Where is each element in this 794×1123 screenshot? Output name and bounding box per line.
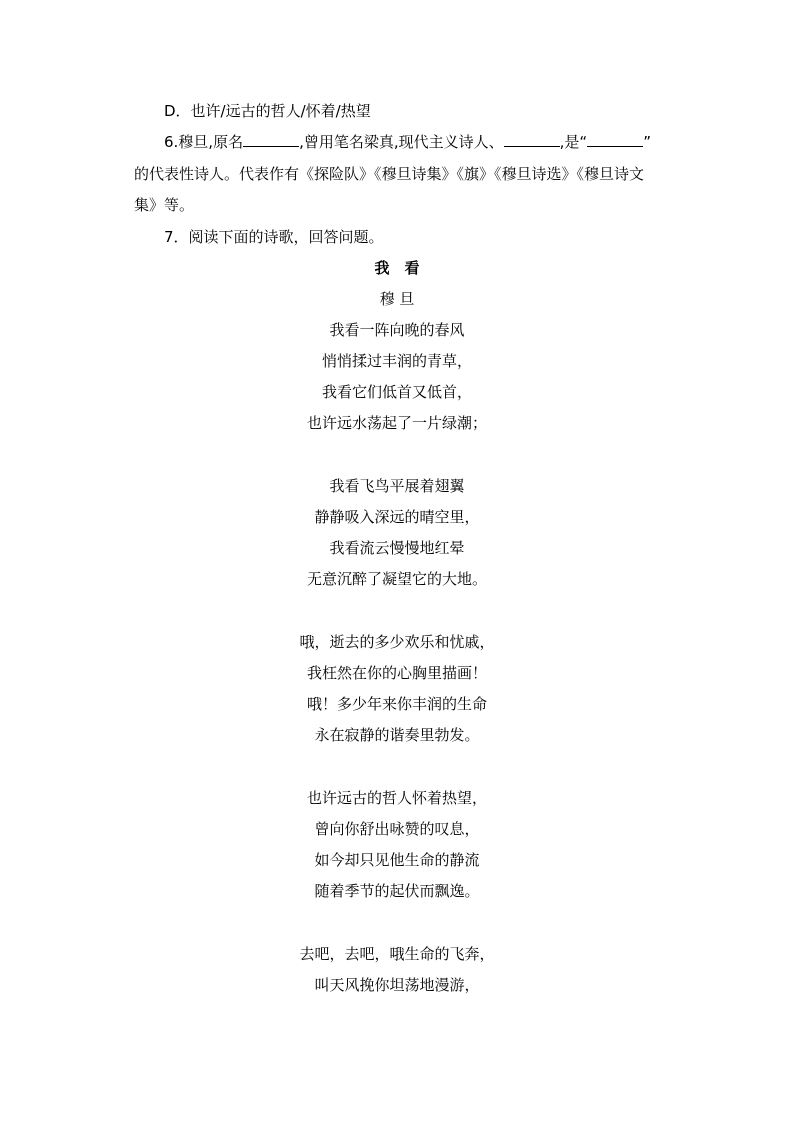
answer-blank-2[interactable]	[504, 132, 560, 147]
poem-line: 去吧，去吧，哦生命的飞奔，	[299, 945, 495, 963]
question-6-line-1	[164, 132, 651, 152]
poem-author: 穆 旦	[379, 290, 415, 308]
question-7: 7．阅读下面的诗歌，回答问题。	[164, 228, 384, 246]
poem-line: 我看流云慢慢地红晕	[329, 539, 465, 557]
poem-line: 哦，逝去的多少欢乐和忧戚，	[299, 633, 495, 651]
poem-line: 永在寂静的谐奏里勃发。	[314, 726, 480, 744]
q6-text-2: ,曾用笔名梁真,现代主义诗人、	[299, 133, 504, 151]
option-d: D．也许/远古的哲人/怀着/热望	[164, 102, 371, 120]
poem-line: 我看一阵向晚的春风	[329, 321, 465, 339]
poem-line: 我枉然在你的心胸里描画！	[306, 664, 487, 682]
question-6-line-2: 的代表性诗人。代表作有《探险队》《穆旦诗集》《旗》《穆旦诗选》《穆旦诗文	[134, 165, 645, 183]
q6-text-4: ”	[643, 133, 651, 151]
poem-line: 也许远水荡起了一片绿潮；	[306, 414, 487, 432]
poem-line: 悄悄揉过丰润的青草，	[321, 352, 472, 370]
poem-line: 哦！多少年来你丰润的生命	[306, 695, 487, 713]
poem-line: 随着季节的起伏而飘逸。	[314, 882, 480, 900]
poem-line: 如今却只见他生命的静流	[314, 851, 480, 869]
poem-line: 我看飞鸟平展着翅翼	[329, 477, 465, 495]
poem-line: 曾向你舒出咏赞的叹息，	[314, 820, 480, 838]
poem-line: 无意沉醉了凝望它的大地。	[306, 570, 487, 588]
poem-line: 也许远古的哲人怀着热望，	[306, 789, 487, 807]
poem-line: 我看它们低首又低首，	[321, 383, 472, 401]
q6-text-3: ,是“	[559, 133, 588, 151]
poem-title: 我 看	[374, 259, 420, 277]
answer-blank-1[interactable]	[243, 132, 299, 147]
answer-blank-3[interactable]	[587, 132, 643, 147]
poem-line: 静静吸入深远的晴空里，	[314, 508, 480, 526]
question-6-line-3: 集》等。	[134, 196, 195, 214]
poem-line: 叫天风挽你坦荡地漫游，	[314, 976, 480, 994]
q6-text-1: 6.穆旦,原名	[164, 133, 244, 151]
